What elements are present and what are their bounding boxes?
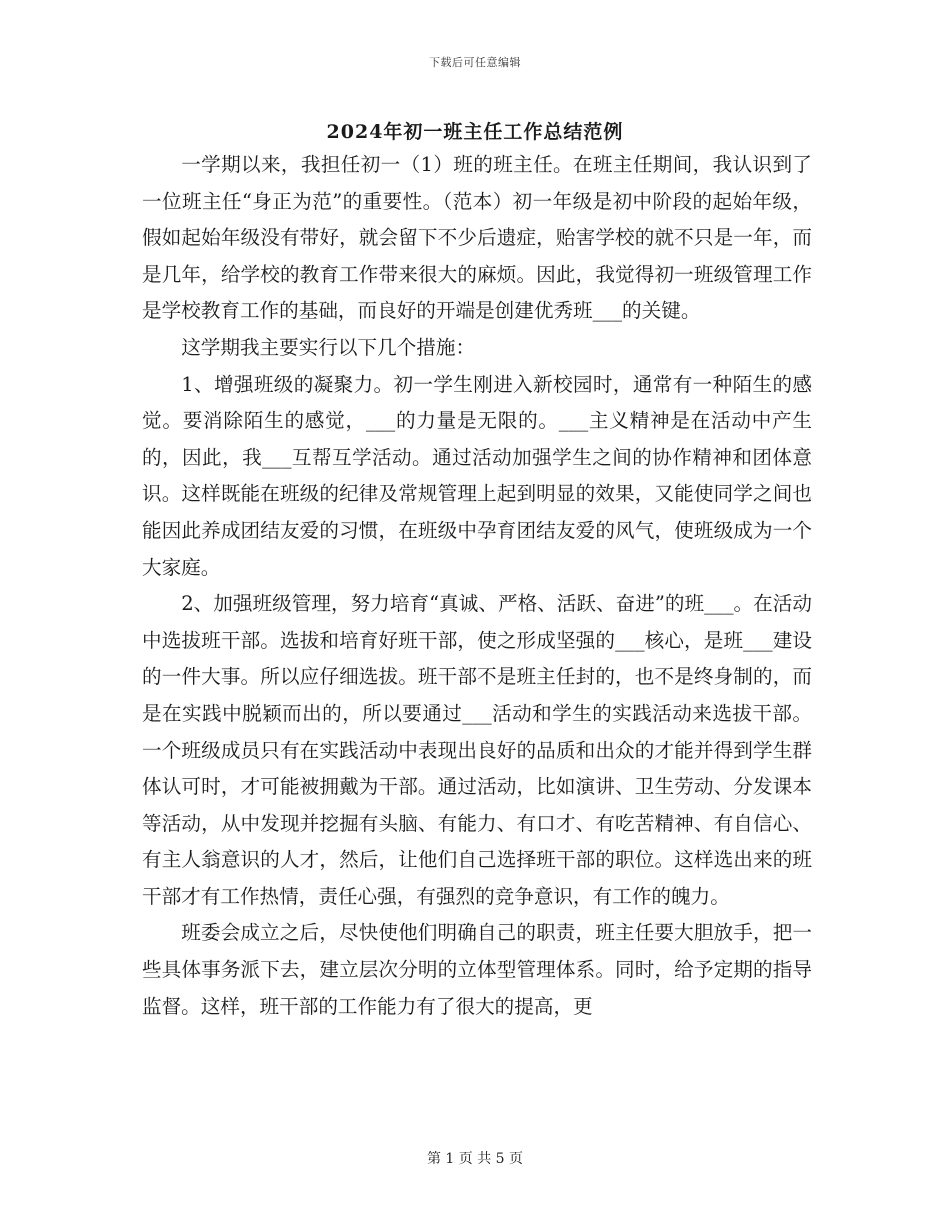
document-body xyxy=(142,147,812,1025)
paragraph-class-committee: 班委会成立之后，尽快使他们明确自己的职责，班主任要大胆放手，把一些具体事务派下去，建立层次分明的立体型管理体系。同时，给予定期的指导监督。这样，班干部的工作能力有了很大的提高，更 xyxy=(142,921,812,1018)
page-header-note: 下载后可任意编辑 xyxy=(429,56,521,69)
page-footer-number: 第 1 页 共 5 页 xyxy=(426,1151,524,1167)
paragraph-measure-2: 2、加强班级管理，努力培育“真诚、严格、活跃、奋进”的班___。在活动中选拔班干部。选拔和培育好班干部，使之形成坚强的___核心，是班___建设的一件大事。所以应仔细选拔。班干部不是班主任封的，也不是终身制的，而是在实践中脱颖而出的，所以要通过___活动和学生的实践活动来选拔干部。一个班级成员只有在实践活动中表现出良好的品质和出众的才能并得到学生群体认可时，才可能被拥戴为干部。通过活动，比如演讲、卫生劳动、分发课本等活动，从中发现并挖掘有头脑、有能力、有口才、有吃苦精神、有自信心、有主人翁意识的人才，然后，让他们自己选择班干部的职位。这样选出来的班干部才有工作热情，责任心强，有强烈的竞争意识，有工作的魄力。 xyxy=(142,592,812,908)
paragraph-measure-1: 1、增强班级的凝聚力。初一学生刚进入新校园时，通常有一种陌生的感觉。要消除陌生的感觉，___的力量是无限的。___主义精神是在活动中产生的，因此，我___互帮互学活动。通过活动加强学生之间的协作精神和团体意识。这样既能在班级的纪律及常规管理上起到明显的效果，又能使同学之间也能因此养成团结友爱的习惯，在班级中孕育团结友爱的风气，使班级成为一个大家庭。 xyxy=(142,372,812,579)
document-title: 2024年初一班主任工作总结范例 xyxy=(326,121,624,143)
paragraph-intro: 一学期以来，我担任初一（1）班的班主任。在班主任期间，我认识到了一位班主任“身正为范”的重要性。（范本）初一年级是初中阶段的起始年级，假如起始年级没有带好，就会留下不少后遗症，贻害学校的就不只是一年，而是几年，给学校的教育工作带来很大的麻烦。因此，我觉得初一班级管理工作是学校教育工作的基础，而良好的开端是创建优秀班___的关键。 xyxy=(142,153,812,323)
paragraph-measures-lead: 这学期我主要实行以下几个措施： xyxy=(181,335,476,359)
